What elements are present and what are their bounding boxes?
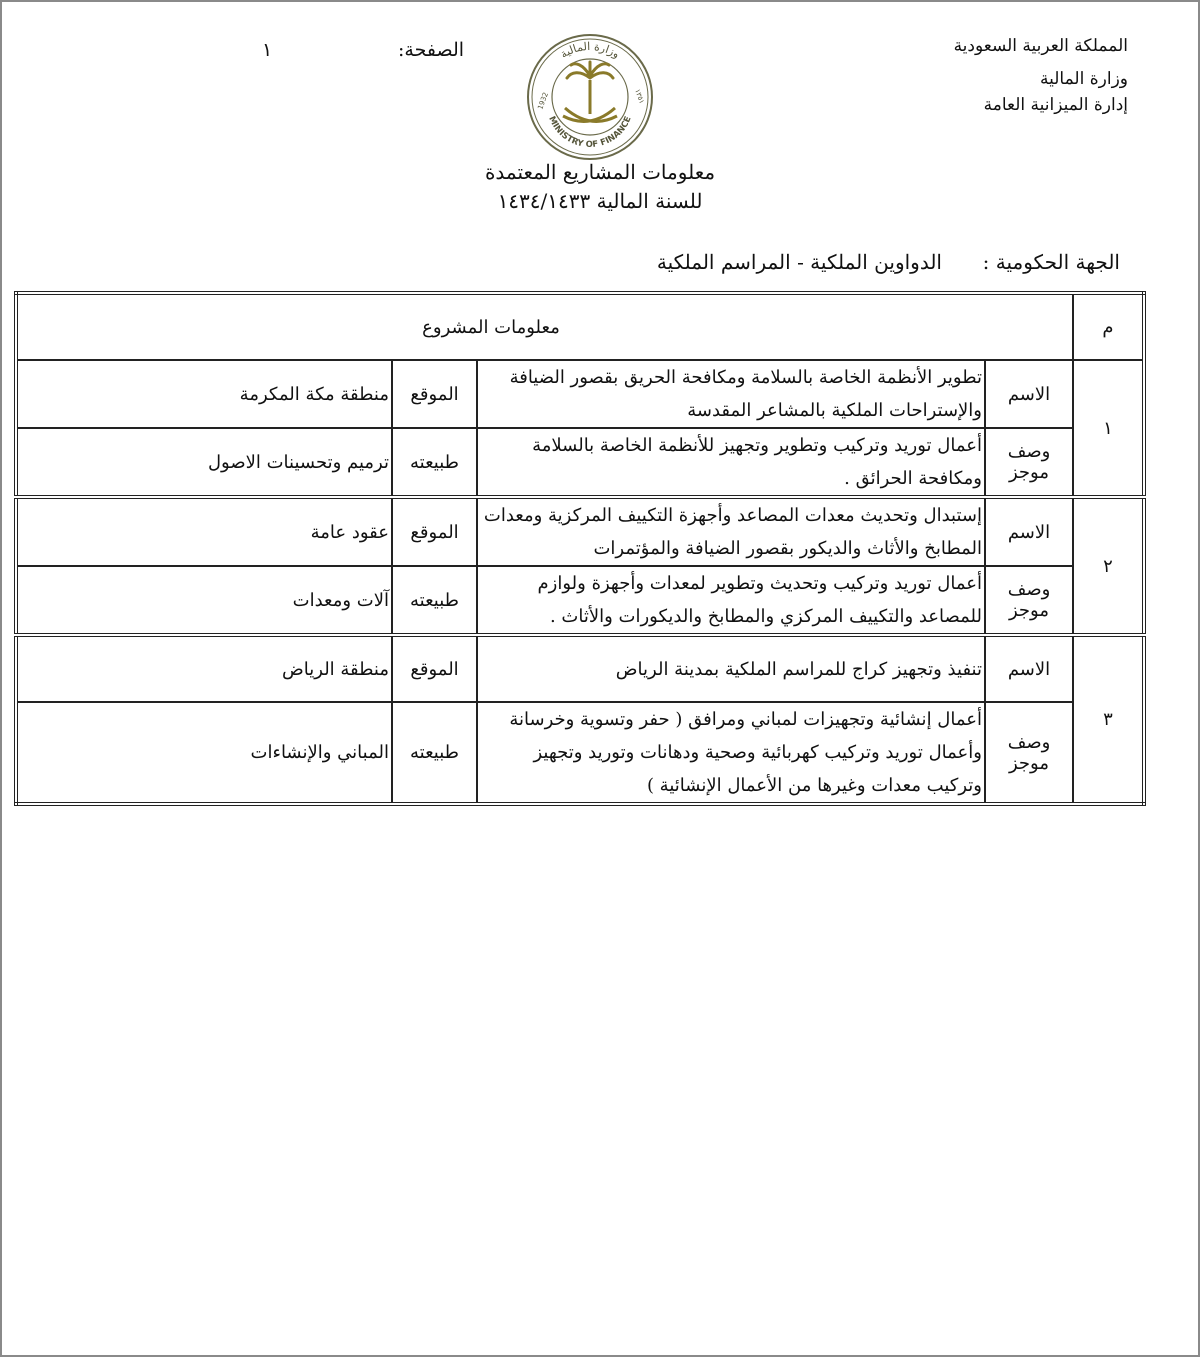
table-header-row <box>16 293 1144 360</box>
project-name: تنفيذ وتجهيز كراج للمراسم الملكية بمدينة الرياض <box>477 635 985 702</box>
project-location: عقود عامة <box>16 497 392 566</box>
page-number: ١ <box>262 39 273 61</box>
ministry-name: وزارة المالية <box>1040 69 1128 89</box>
col-info-header: معلومات المشروع <box>16 293 1073 360</box>
project-nature: المباني والإنشاءات <box>16 702 392 804</box>
project-location: منطقة مكة المكرمة <box>16 360 392 428</box>
project-description: أعمال توريد وتركيب وتحديث وتطوير لمعدات وأجهزة ولوازم للمصاعد والتكييف المركزي والمطابخ والديكورات والأثاث . <box>477 566 985 635</box>
description-label: وصف موجز <box>985 428 1073 497</box>
entity-label: الجهة الحكومية : <box>982 250 1120 274</box>
page-label: الصفحة: <box>398 39 465 61</box>
location-label: الموقع <box>392 635 477 702</box>
ministry-seal-logo <box>525 32 655 162</box>
fiscal-year: للسنة المالية ١٤٣٤/١٤٣٣ <box>497 189 703 213</box>
table-row <box>16 635 1144 702</box>
department-name: إدارة الميزانية العامة <box>983 95 1128 115</box>
project-name: إستبدال وتحديث معدات المصاعد وأجهزة التكييف المركزية ومعدات المطابخ والأثاث والديكور بقصور الضيافة والمؤتمرات <box>477 497 985 566</box>
entity-value: الدواوين الملكية - المراسم الملكية <box>656 250 942 274</box>
description-label: وصف موجز <box>985 566 1073 635</box>
project-nature: ترميم وتحسينات الاصول <box>16 428 392 497</box>
table-row <box>16 428 1144 497</box>
svg-text:1932: 1932 <box>536 91 550 111</box>
kingdom-name: المملكة العربية السعودية <box>953 36 1128 56</box>
project-location: منطقة الرياض <box>16 635 392 702</box>
nature-label: طبيعته <box>392 428 477 497</box>
description-label: وصف موجز <box>985 702 1073 804</box>
location-label: الموقع <box>392 360 477 428</box>
table-row <box>16 702 1144 804</box>
name-label: الاسم <box>985 360 1073 428</box>
projects-table <box>14 291 1146 806</box>
project-number: ١ <box>1073 360 1144 497</box>
nature-label: طبيعته <box>392 702 477 804</box>
table-row <box>16 497 1144 566</box>
name-label: الاسم <box>985 635 1073 702</box>
project-description: أعمال توريد وتركيب وتطوير وتجهيز للأنظمة الخاصة بالسلامة ومكافحة الحرائق . <box>477 428 985 497</box>
table-row <box>16 566 1144 635</box>
project-nature: آلات ومعدات <box>16 566 392 635</box>
table-row <box>16 360 1144 428</box>
svg-text:١٣٥١: ١٣٥١ <box>633 87 646 105</box>
svg-text:MINISTRY OF FINANCE: MINISTRY OF FINANCE <box>546 114 634 151</box>
name-label: الاسم <box>985 497 1073 566</box>
location-label: الموقع <box>392 497 477 566</box>
project-number: ٢ <box>1073 497 1144 635</box>
project-name: تطوير الأنظمة الخاصة بالسلامة ومكافحة الحريق بقصور الضيافة والإستراحات الملكية بالمشاعر المقدسة <box>477 360 985 428</box>
document-title: معلومات المشاريع المعتمدة <box>484 160 716 184</box>
project-number: ٣ <box>1073 635 1144 804</box>
nature-label: طبيعته <box>392 566 477 635</box>
svg-text:وزارة المالية: وزارة المالية <box>557 39 623 61</box>
col-number-header: م <box>1073 293 1144 360</box>
project-description: أعمال إنشائية وتجهيزات لمباني ومرافق ( حفر وتسوية وخرسانة وأعمال توريد وتركيب كهربائية وصحية ودهانات وتوريد وتجهيز وتركيب معدات وغيرها من الأعمال الإنشائية ) <box>477 702 985 804</box>
